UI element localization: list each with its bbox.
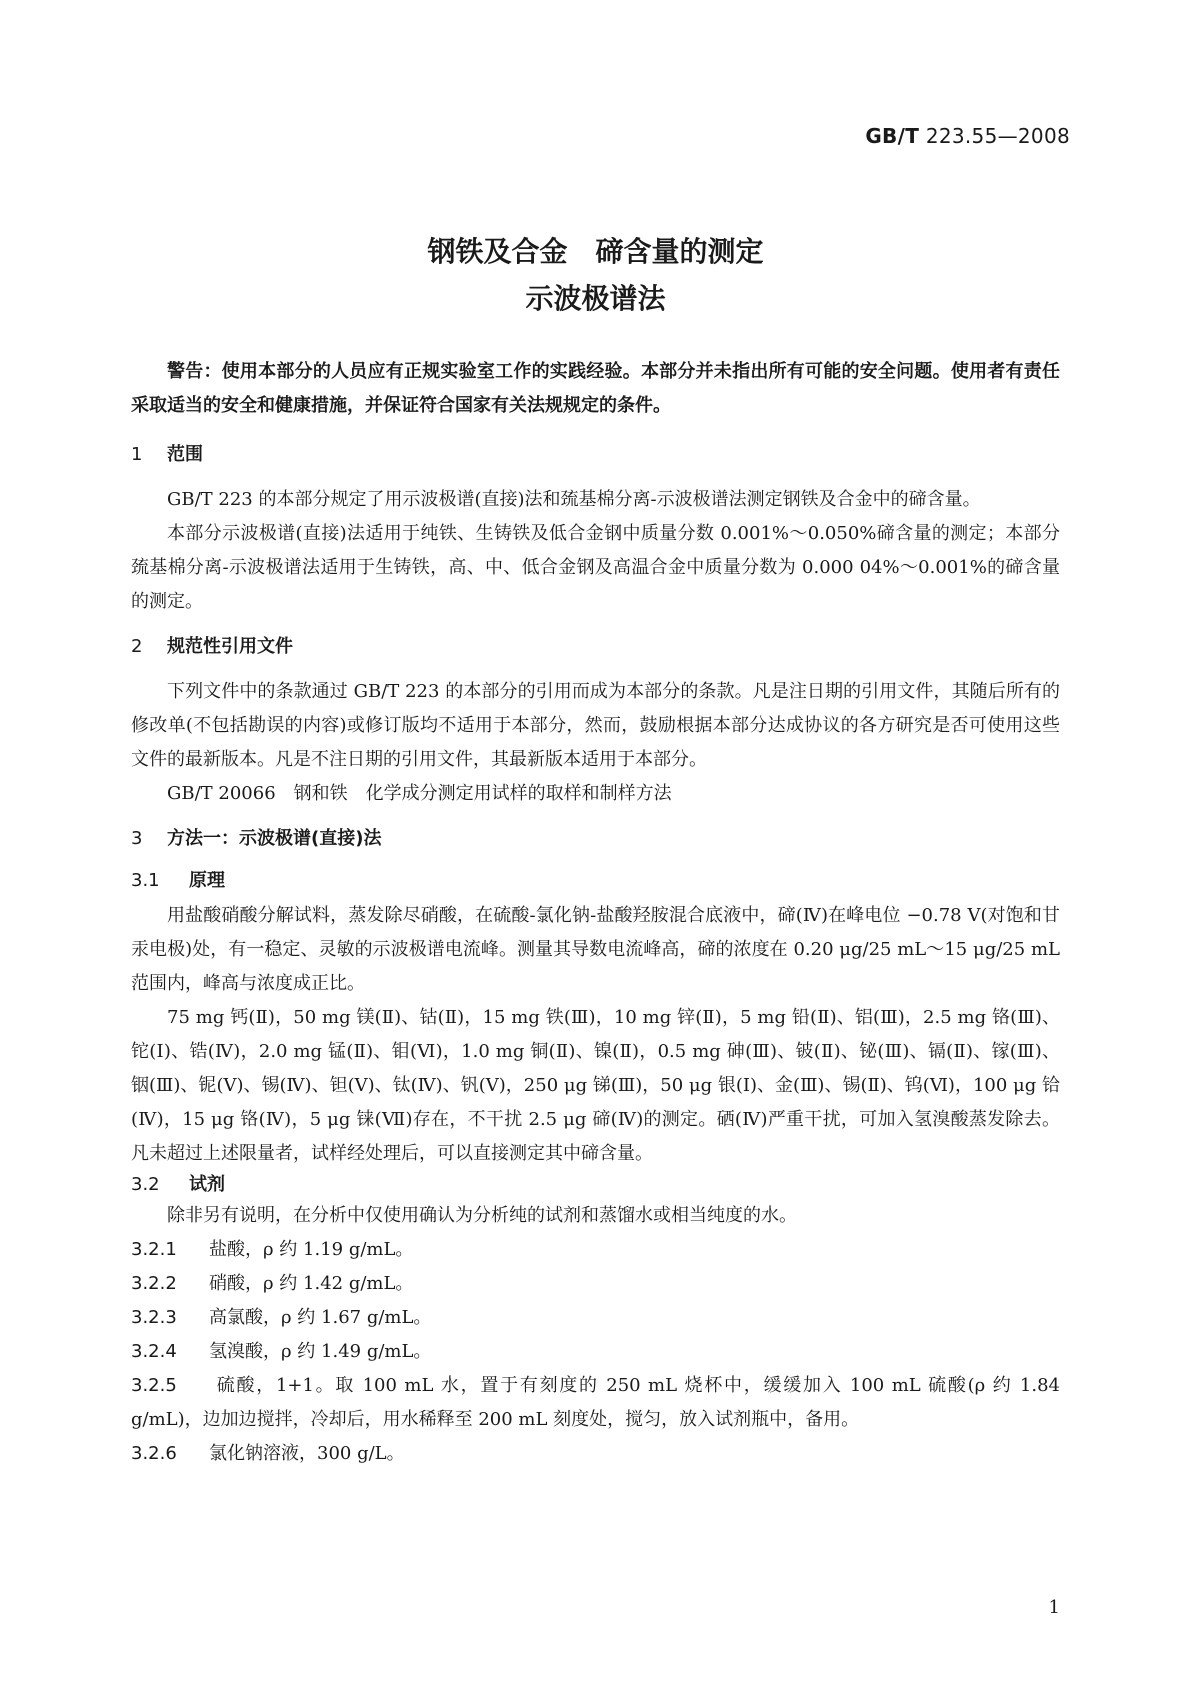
reagent-item — [131, 1267, 1060, 1301]
section-1-heading — [131, 441, 1060, 469]
reagent-item — [131, 1369, 1060, 1437]
reagent-number: 3.2.5 — [131, 1375, 177, 1396]
principle-paragraph: 用盐酸硝酸分解试料，蒸发除尽硝酸，在硫酸-氯化钠-盐酸羟胺混合底液中，碲(Ⅳ)在峰电位 −0.78 V(对饱和甘汞电极)处，有一稳定、灵敏的示波极谱电流峰。测量其导数电流峰高，碲的浓度在 0.20 μg/25 mL～15 μg/25 mL 范围内，峰高与浓度成正比。 — [131, 905, 1060, 994]
subsection-title: 原理 — [189, 870, 225, 891]
section-number: 1 — [131, 444, 143, 465]
reagent-number: 3.2.1 — [131, 1239, 177, 1260]
reagent-text: 氯化钠溶液，300 g/L。 — [209, 1443, 405, 1464]
section-1-paragraph: 本部分示波极谱(直接)法适用于纯铁、生铸铁及低合金钢中质量分数 0.001%～0.050%碲含量的测定；本部分巯基棉分离-示波极谱法适用于生铸铁，高、中、低合金钢及高温合金中质量分数为 0.000 04%～0.001%的碲含量的测定。 — [131, 523, 1060, 612]
subsection-number: 3.2 — [131, 1174, 160, 1195]
subsection-3-2-heading — [131, 1171, 1060, 1199]
reagent-text: 硝酸，ρ 约 1.42 g/mL。 — [209, 1273, 414, 1294]
reagents-intro: 除非另有说明，在分析中仅使用确认为分析纯的试剂和蒸馏水或相当纯度的水。 — [167, 1205, 797, 1226]
reagent-number: 3.2.6 — [131, 1443, 177, 1464]
subsection-number: 3.1 — [131, 870, 160, 891]
subsection-3-1-heading — [131, 867, 1060, 895]
reagent-number: 3.2.4 — [131, 1341, 177, 1362]
reagent-item — [131, 1301, 1060, 1335]
section-title: 方法一：示波极谱(直接)法 — [167, 828, 382, 849]
section-number: 2 — [131, 636, 143, 657]
reagent-text: 盐酸，ρ 约 1.19 g/mL。 — [209, 1239, 414, 1260]
document-body — [131, 355, 1060, 1471]
reagent-text: 高氯酸，ρ 约 1.67 g/mL。 — [209, 1307, 432, 1328]
section-1-paragraph: GB/T 223 的本部分规定了用示波极谱(直接)法和巯基棉分离-示波极谱法测定钢铁及合金中的碲含量。 — [167, 489, 981, 510]
section-2-heading — [131, 633, 1060, 661]
normative-reference: GB/T 20066 钢和铁 化学成分测定用试样的取样和制样方法 — [167, 783, 672, 804]
document-title-line1: 钢铁及合金 碲含量的测定 — [427, 235, 764, 268]
reagent-item — [131, 1437, 1060, 1471]
document-title-line2: 示波极谱法 — [525, 282, 666, 315]
section-number: 3 — [131, 828, 143, 849]
page-number: 1 — [1048, 1597, 1060, 1618]
reagent-number: 3.2.2 — [131, 1273, 177, 1294]
section-3-heading — [131, 825, 1060, 853]
interference-paragraph: 75 mg 钙(Ⅱ)，50 mg 镁(Ⅱ)、钴(Ⅱ)，15 mg 铁(Ⅲ)，10 mg 锌(Ⅱ)，5 mg 铅(Ⅱ)、铝(Ⅲ)，2.5 mg 铬(Ⅲ)、铊(Ⅰ)、锆(Ⅳ)，2.0 mg 锰(Ⅱ)、钼(Ⅵ)，1.0 mg 铜(Ⅱ)、镍(Ⅱ)，0.5 mg 砷(Ⅲ)、铍(Ⅱ)、铋(Ⅲ)、镉(Ⅱ)、镓(Ⅲ)、铟(Ⅲ)、铌(Ⅴ)、锡(Ⅳ)、钽(Ⅴ)、钛(Ⅳ)、钒(Ⅴ)，250 μg 锑(Ⅲ)，50 μg 银(Ⅰ)、金(Ⅲ)、锡(Ⅱ)、钨(Ⅵ)，100 μg 铪(Ⅳ)，15 μg 铬(Ⅳ)，5 μg 铼(Ⅶ)存在，不干扰 2.5 μg 碲(Ⅳ)的测定。硒(Ⅳ)严重干扰，可加入氢溴酸蒸发除去。凡未超过上述限量者，试样经处理后，可以直接测定其中碲含量。 — [131, 1007, 1060, 1164]
standard-number — [865, 124, 1070, 148]
section-2-paragraph: 下列文件中的条款通过 GB/T 223 的本部分的引用而成为本部分的条款。凡是注日期的引用文件，其随后所有的修改单(不包括勘误的内容)或修订版均不适用于本部分，然而，鼓励根据本部分达成协议的各方研究是否可使用这些文件的最新版本。凡是不注日期的引用文件，其最新版本适用于本部分。 — [131, 681, 1060, 770]
subsection-title: 试剂 — [189, 1174, 225, 1195]
reagent-text: 氢溴酸，ρ 约 1.49 g/mL。 — [209, 1341, 432, 1362]
section-title: 规范性引用文件 — [167, 636, 293, 657]
warning-paragraph: 警告：使用本部分的人员应有正规实验室工作的实践经验。本部分并未指出所有可能的安全问题。使用者有责任采取适当的安全和健康措施，并保证符合国家有关法规规定的条件。 — [131, 361, 1060, 416]
reagent-number: 3.2.3 — [131, 1307, 177, 1328]
reagent-text: 硫酸，1+1。取 100 mL 水，置于有刻度的 250 mL 烧杯中，缓缓加入 100 mL 硫酸(ρ 约 1.84 g/mL)，边加边搅拌，冷却后，用水稀释至 200 mL 刻度处，搅匀，放入试剂瓶中，备用。 — [131, 1375, 1060, 1430]
reagent-item — [131, 1233, 1060, 1267]
standard-number-prefix: GB/T — [865, 124, 920, 148]
section-title: 范围 — [167, 444, 203, 465]
standard-number-rest: 223.55—2008 — [919, 124, 1070, 148]
reagent-item — [131, 1335, 1060, 1369]
